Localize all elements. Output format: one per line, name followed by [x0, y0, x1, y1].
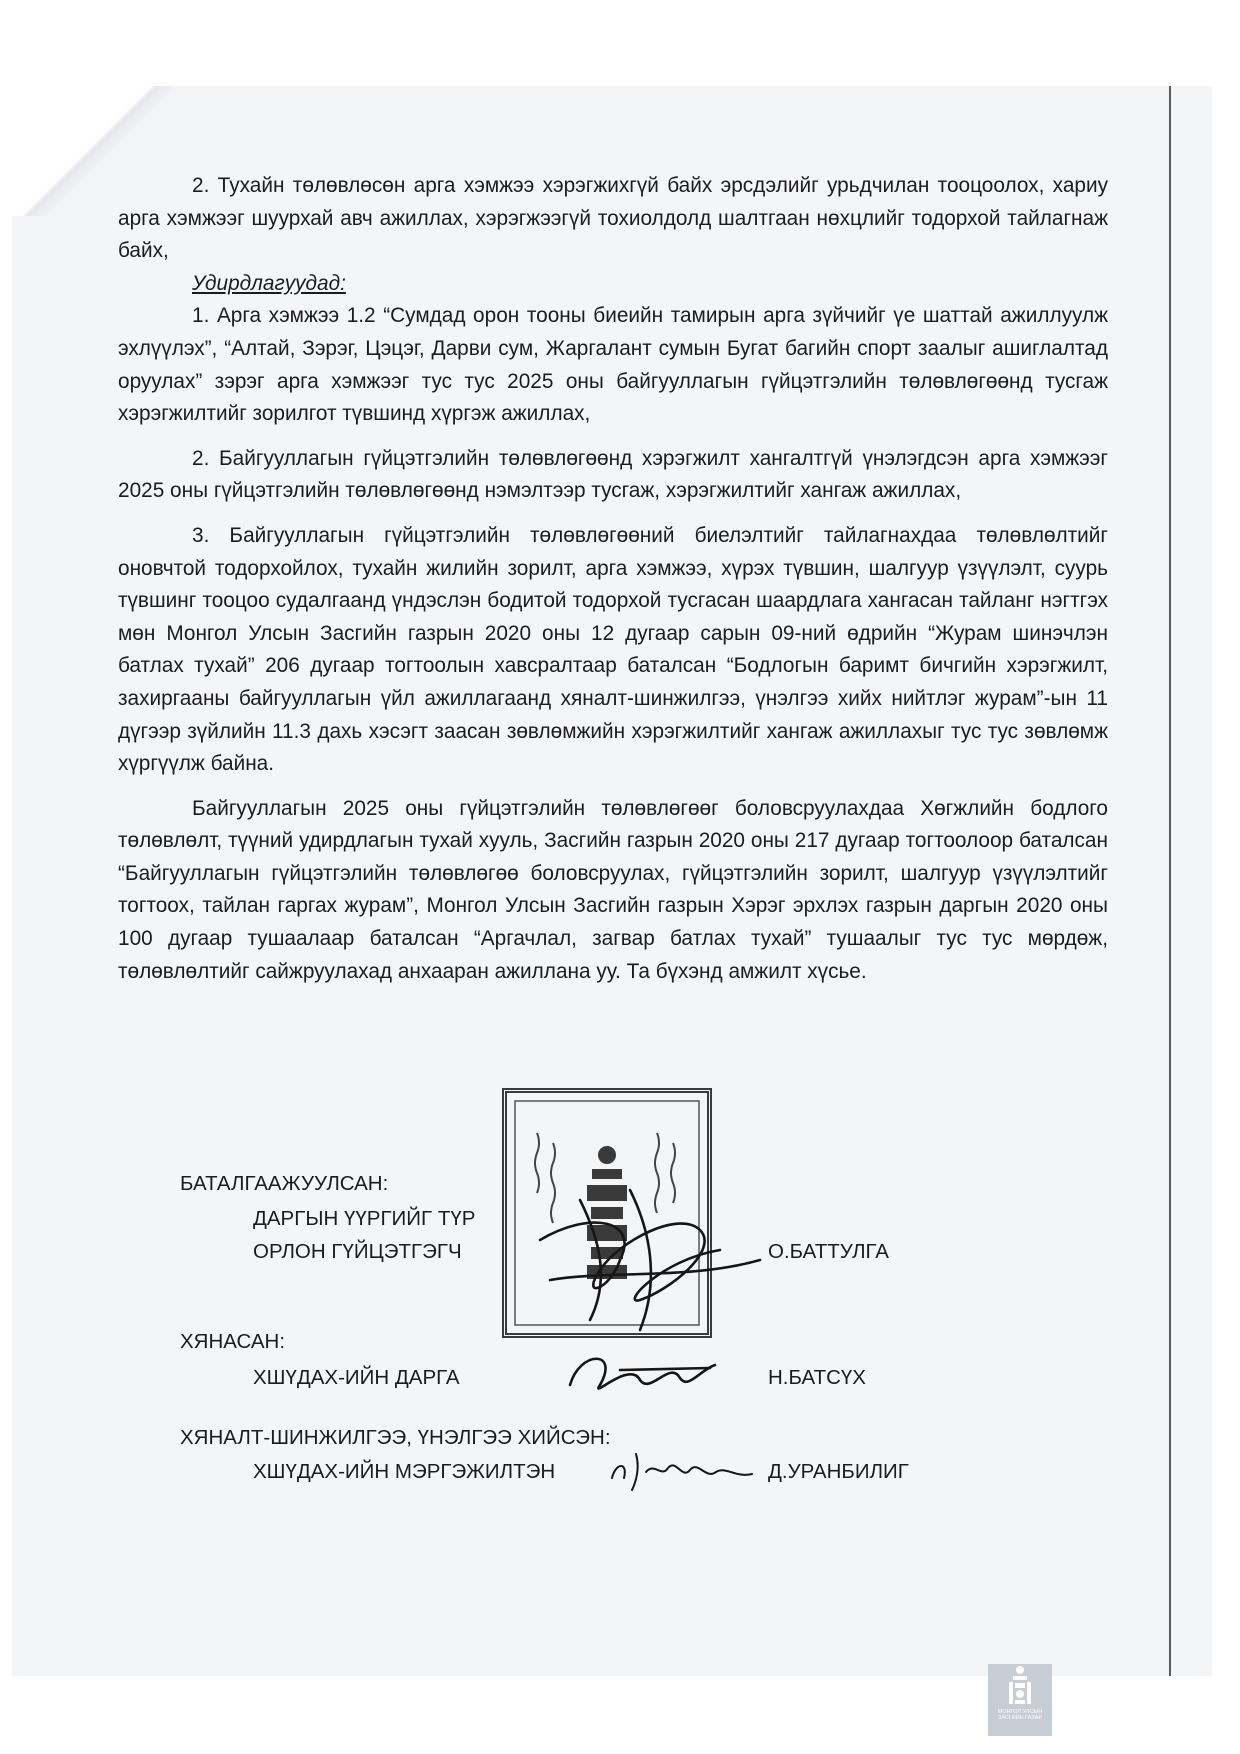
approved-title-line1: ДАРГЫН ҮҮРГИЙГ ТҮР [253, 1207, 476, 1230]
subheading-managers: Удирдлагуудад: [192, 271, 346, 295]
monitored-title: ХШҮДАХ-ИЙН МЭРГЭЖИЛТЭН [253, 1460, 556, 1483]
list-item: 2. Байгууллагын гүйцэтгэлийн төлөвлөгөөнд хэрэгжилт хангалтгүй үнэлэгдсэн арга хэмжээг 2025 оны гүйцэтгэлийн төлөвлөгөөнд нэмэлтээр тусгаж, хэрэгжилтийг хангаж ажиллах, [118, 446, 1108, 503]
page-edge-line [1169, 86, 1171, 1676]
letter-body [118, 170, 1108, 988]
reviewed-title: ХШҮДАХ-ИЙН ДАРГА [253, 1366, 460, 1389]
list-item: 1. Арга хэмжээ 1.2 “Сумдад орон тооны биеийн тамирын арга зүйчийг үе шаттай ажиллуулж эхлүүлэх”, “Алтай, Зэрэг, Цэцэг, Дарви сум, Жаргалант сумын Бугат багийн спорт заалыг ашиглалтад оруулах” зэрэг арга хэмжээг тус тус 2025 оны байгууллагын гүйцэтгэлийн төлөвлөгөөнд тусгаж хэрэгжилтийг зорилгот түвшинд хүргэж ажиллах, [118, 304, 1108, 426]
reviewed-name: Н.БАТСҮХ [768, 1366, 866, 1389]
monitored-name: Д.УРАНБИЛИГ [768, 1460, 909, 1483]
approved-heading: БАТАЛГААЖУУЛСАН: [180, 1172, 389, 1195]
signature-uranbilig [606, 1448, 776, 1494]
approved-title-line2: ОРЛОН ГҮЙЦЭТГЭГЧ [253, 1240, 462, 1263]
logo-caption: МОНГОЛ УЛСЫН ЗАСГИЙН ГАЗАР [997, 1709, 1043, 1721]
signature-battulga [520, 1180, 780, 1340]
soyombo-icon [1005, 1664, 1035, 1706]
list-item: 3. Байгууллагын гүйцэтгэлийн төлөвлөгөөний биелэлтийг тайлагнахдаа төлөвлөлтийг оновчтой тодорхойлох, тухайн жилийн зорилт, арга хэмжээ, хүрэх түвшин, шалгуур үзүүлэлт, суурь түвшинг тооцоо судалгаанд үндэслэн бодитой тодорхой тусгасан шаардлага хангасан тайланг нэгтгэх мөн Монгол Улсын Засгийн газрын 2020 оны 12 дугаар сарын 09-ний өдрийн “Журам шинэчлэн батлах тухай” 206 дугаар тогтоолын хавсралтаар баталсан “Бодлогын баримт бичгийн хэрэгжилт, захиргааны байгууллагын үйл ажиллагаанд хяналт-шинжилгээ, үнэлгээ хийх нийтлэг журам”-ын 11 дүгээр зүйлийн 11.3 дахь хэсэгт заасан зөвлөмжийн хэрэгжилтийг хангаж ажиллахыг тус тус зөвлөмж хүргүүлж байна. [118, 523, 1108, 776]
paragraph-risk: 2. Тухайн төлөвлөсөн арга хэмжээ хэрэгжихгүй байх эрсдэлийг урьдчилан тооцоолох, хариу арга хэмжээг шуурхай авч ажиллах, хэрэгжээгүй тохиолдолд шалтгаан нөхцлийг тодорхой тайлагнаж байх, [118, 174, 1108, 263]
approved-name: О.БАТТУЛГА [768, 1240, 889, 1263]
signature-batsukh [560, 1340, 720, 1410]
monitored-heading: ХЯНАЛТ-ШИНЖИЛГЭЭ, ҮНЭЛГЭЭ ХИЙСЭН: [180, 1426, 611, 1449]
reviewed-heading: ХЯНАСАН: [180, 1330, 286, 1353]
government-logo [988, 1664, 1052, 1736]
closing-paragraph: Байгууллагын 2025 оны гүйцэтгэлийн төлөвлөгөөг боловсруулахдаа Хөгжлийн бодлого төлөвлөлт, түүний удирдлагын тухай хууль, Засгийн газрын 2020 оны 217 дугаар тогтоолоор баталсан “Байгууллагын гүйцэтгэлийн төлөвлөгөө боловсруулах, гүйцэтгэлийн зорилт, шалгуур үзүүлэлтийг тогтоох, тайлан гаргах журам”, Монгол Улсын Засгийн газрын Хэрэг эрхлэх газрын даргын 2020 оны 100 дугаар тушаалаар баталсан “Аргачлал, загвар батлах тухай” тушаалыг тус тус мөрдөж, төлөвлөлтийг сайжруулахад анхааран ажиллана уу. Та бүхэнд амжилт хүсье. [118, 796, 1108, 983]
